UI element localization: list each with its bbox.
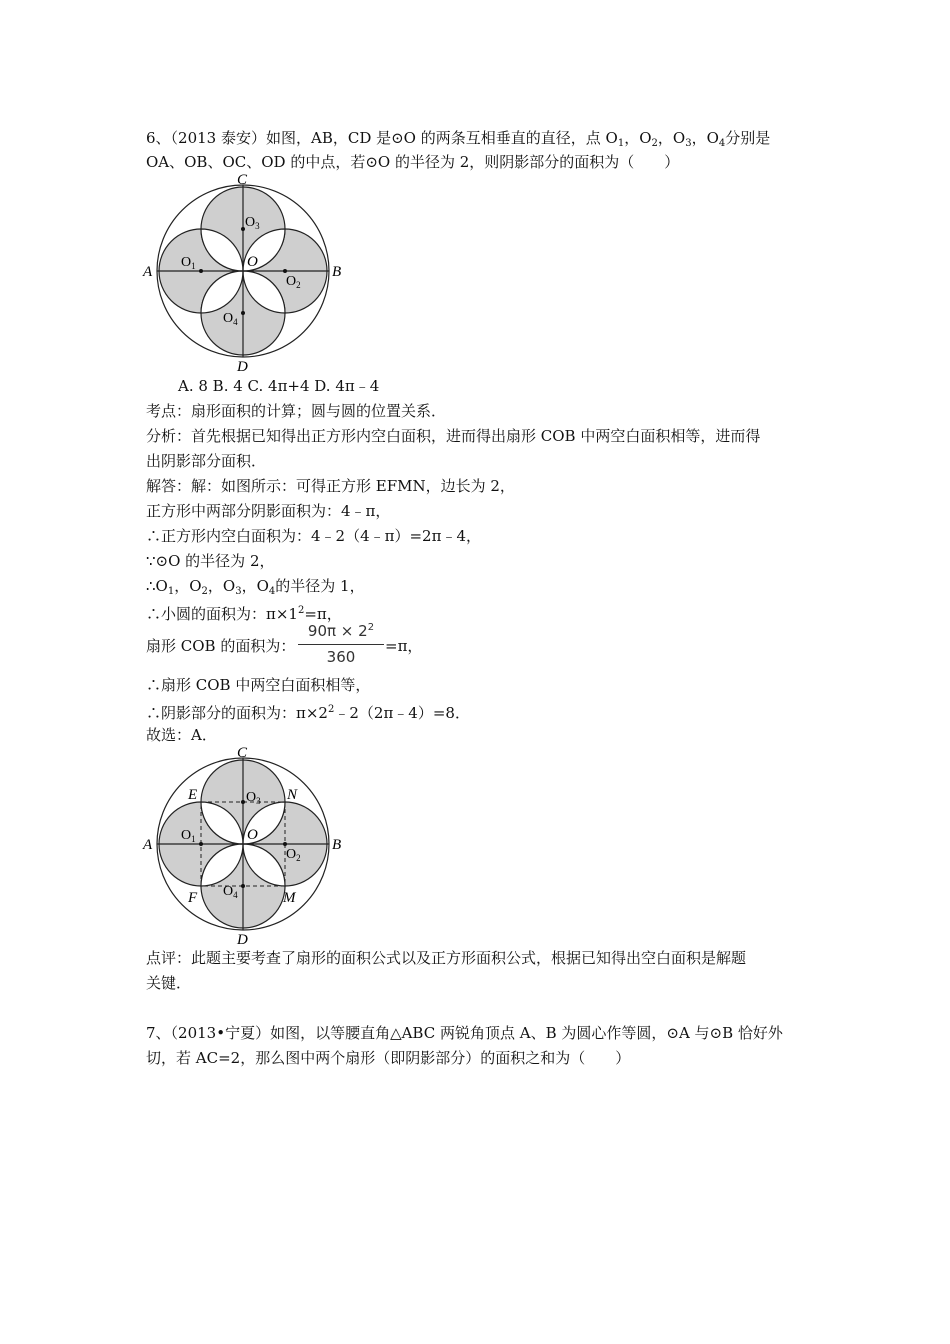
fig1-label-o4: $O_4$ bbox=[223, 311, 238, 327]
fig1-label-o2: $O_2$ bbox=[286, 274, 301, 290]
q7-line2: 切，若 AC=2，那么图中两个扇形（即阴影部分）的面积之和为（ ） bbox=[146, 1049, 631, 1067]
fig1-label-o3: $O_3$ bbox=[245, 215, 260, 231]
figure-2-drawing bbox=[157, 758, 329, 930]
q6-jieda-4: ∵⊙O 的半径为 2， bbox=[146, 552, 275, 570]
fig1-label-o1: $O_1$ bbox=[181, 255, 196, 271]
q6-guxuan: 故选：A． bbox=[146, 726, 217, 744]
q6-line1: 6、（2013 泰安）如图，AB，CD 是⊙O 的两条互相垂直的直径，点 $O_1$，$O_2$，$O_3$，$O_4$分别是 bbox=[146, 129, 771, 149]
figure-1-drawing bbox=[157, 185, 329, 357]
fig2-label-e: E bbox=[188, 787, 198, 803]
q6-jieda-9: ∴阴影部分的面积为：$\pi\times 2^2﹣2(2\pi﹣4)=8$． bbox=[146, 704, 470, 722]
fig2-label-n: N bbox=[287, 787, 298, 803]
fig2-label-o1: $O_1$ bbox=[181, 828, 196, 844]
fig2-label-c: C bbox=[237, 745, 248, 761]
q6-line2: OA、OB、OC、OD 的中点，若⊙O 的半径为 2，则阴影部分的面积为（ ） bbox=[146, 153, 680, 171]
q6-jieda-1: 解答：解：如图所示：可得正方形 EFMN，边长为 2， bbox=[146, 477, 515, 495]
fig2-label-o2: $O_2$ bbox=[286, 847, 301, 863]
q6-fenxi-2: 出阴影部分面积． bbox=[146, 452, 267, 470]
fig2-label-o4: $O_4$ bbox=[223, 884, 238, 900]
fraction-bar bbox=[298, 644, 384, 645]
fig1-label-c: C bbox=[237, 172, 248, 188]
fig2-label-d: D bbox=[237, 932, 248, 948]
fraction-90pi-2sq-over-360 bbox=[298, 622, 384, 670]
fig2-label-o3: $O_3$ bbox=[246, 790, 261, 806]
fig2-label-m: M bbox=[283, 890, 296, 906]
q6-jieda-2: 正方形中两部分阴影面积为：4﹣π， bbox=[146, 502, 391, 520]
q6-jieda-3: ∴正方形内空白面积为：4﹣2（4﹣π）=2π﹣4， bbox=[146, 527, 482, 545]
figure-1 bbox=[140, 168, 350, 378]
fig1-label-a: A bbox=[143, 264, 153, 280]
q6-dianping-1: 点评：此题主要考查了扇形的面积公式以及正方形面积公式，根据已知得出空白面积是解题 bbox=[146, 949, 747, 967]
fig1-label-d: D bbox=[237, 359, 248, 375]
q6-fenxi-1: 分析：首先根据已知得出正方形内空白面积，进而得出扇形 COB 中两空白面积相等，进而得 bbox=[146, 427, 761, 445]
q6-jieda-6: ∴小圆的面积为：$\pi\times 1^2=\pi$， bbox=[146, 605, 342, 623]
figure-2 bbox=[140, 742, 350, 952]
q7-line1: 7、（2013•宁夏）如图，以等腰直角△ABC 两锐角顶点 A、B 为圆心作等圆，⊙A 与⊙B 恰好外 bbox=[146, 1024, 783, 1042]
fig1-label-b: B bbox=[332, 264, 342, 280]
fig2-label-a: A bbox=[143, 837, 153, 853]
fig1-label-o: O bbox=[247, 254, 258, 270]
q6-dianping-2: 关键． bbox=[146, 974, 192, 992]
q6-jieda-7-suffix: =π， bbox=[385, 637, 423, 655]
fraction-denominator: 360 bbox=[326, 648, 356, 666]
q6-jieda-8: ∴扇形 COB 中两空白面积相等， bbox=[146, 676, 371, 694]
fig2-label-f: F bbox=[188, 890, 198, 906]
fraction-numerator: $90\pi \times 2^2$ bbox=[307, 622, 375, 640]
q6-options: A. 8 B. 4 C. 4π+4 D. 4π﹣4 bbox=[178, 377, 380, 395]
fig2-label-b: B bbox=[332, 837, 342, 853]
fig2-label-o: O bbox=[247, 827, 258, 843]
q6-kaodian: 考点：扇形面积的计算；圆与圆的位置关系． bbox=[146, 402, 447, 420]
q6-jieda-7-prefix: 扇形 COB 的面积为： bbox=[146, 637, 296, 655]
q6-jieda-5: $\therefore O_1$，$O_2$，$O_3$，$O_4$的半径为 1， bbox=[146, 577, 365, 597]
